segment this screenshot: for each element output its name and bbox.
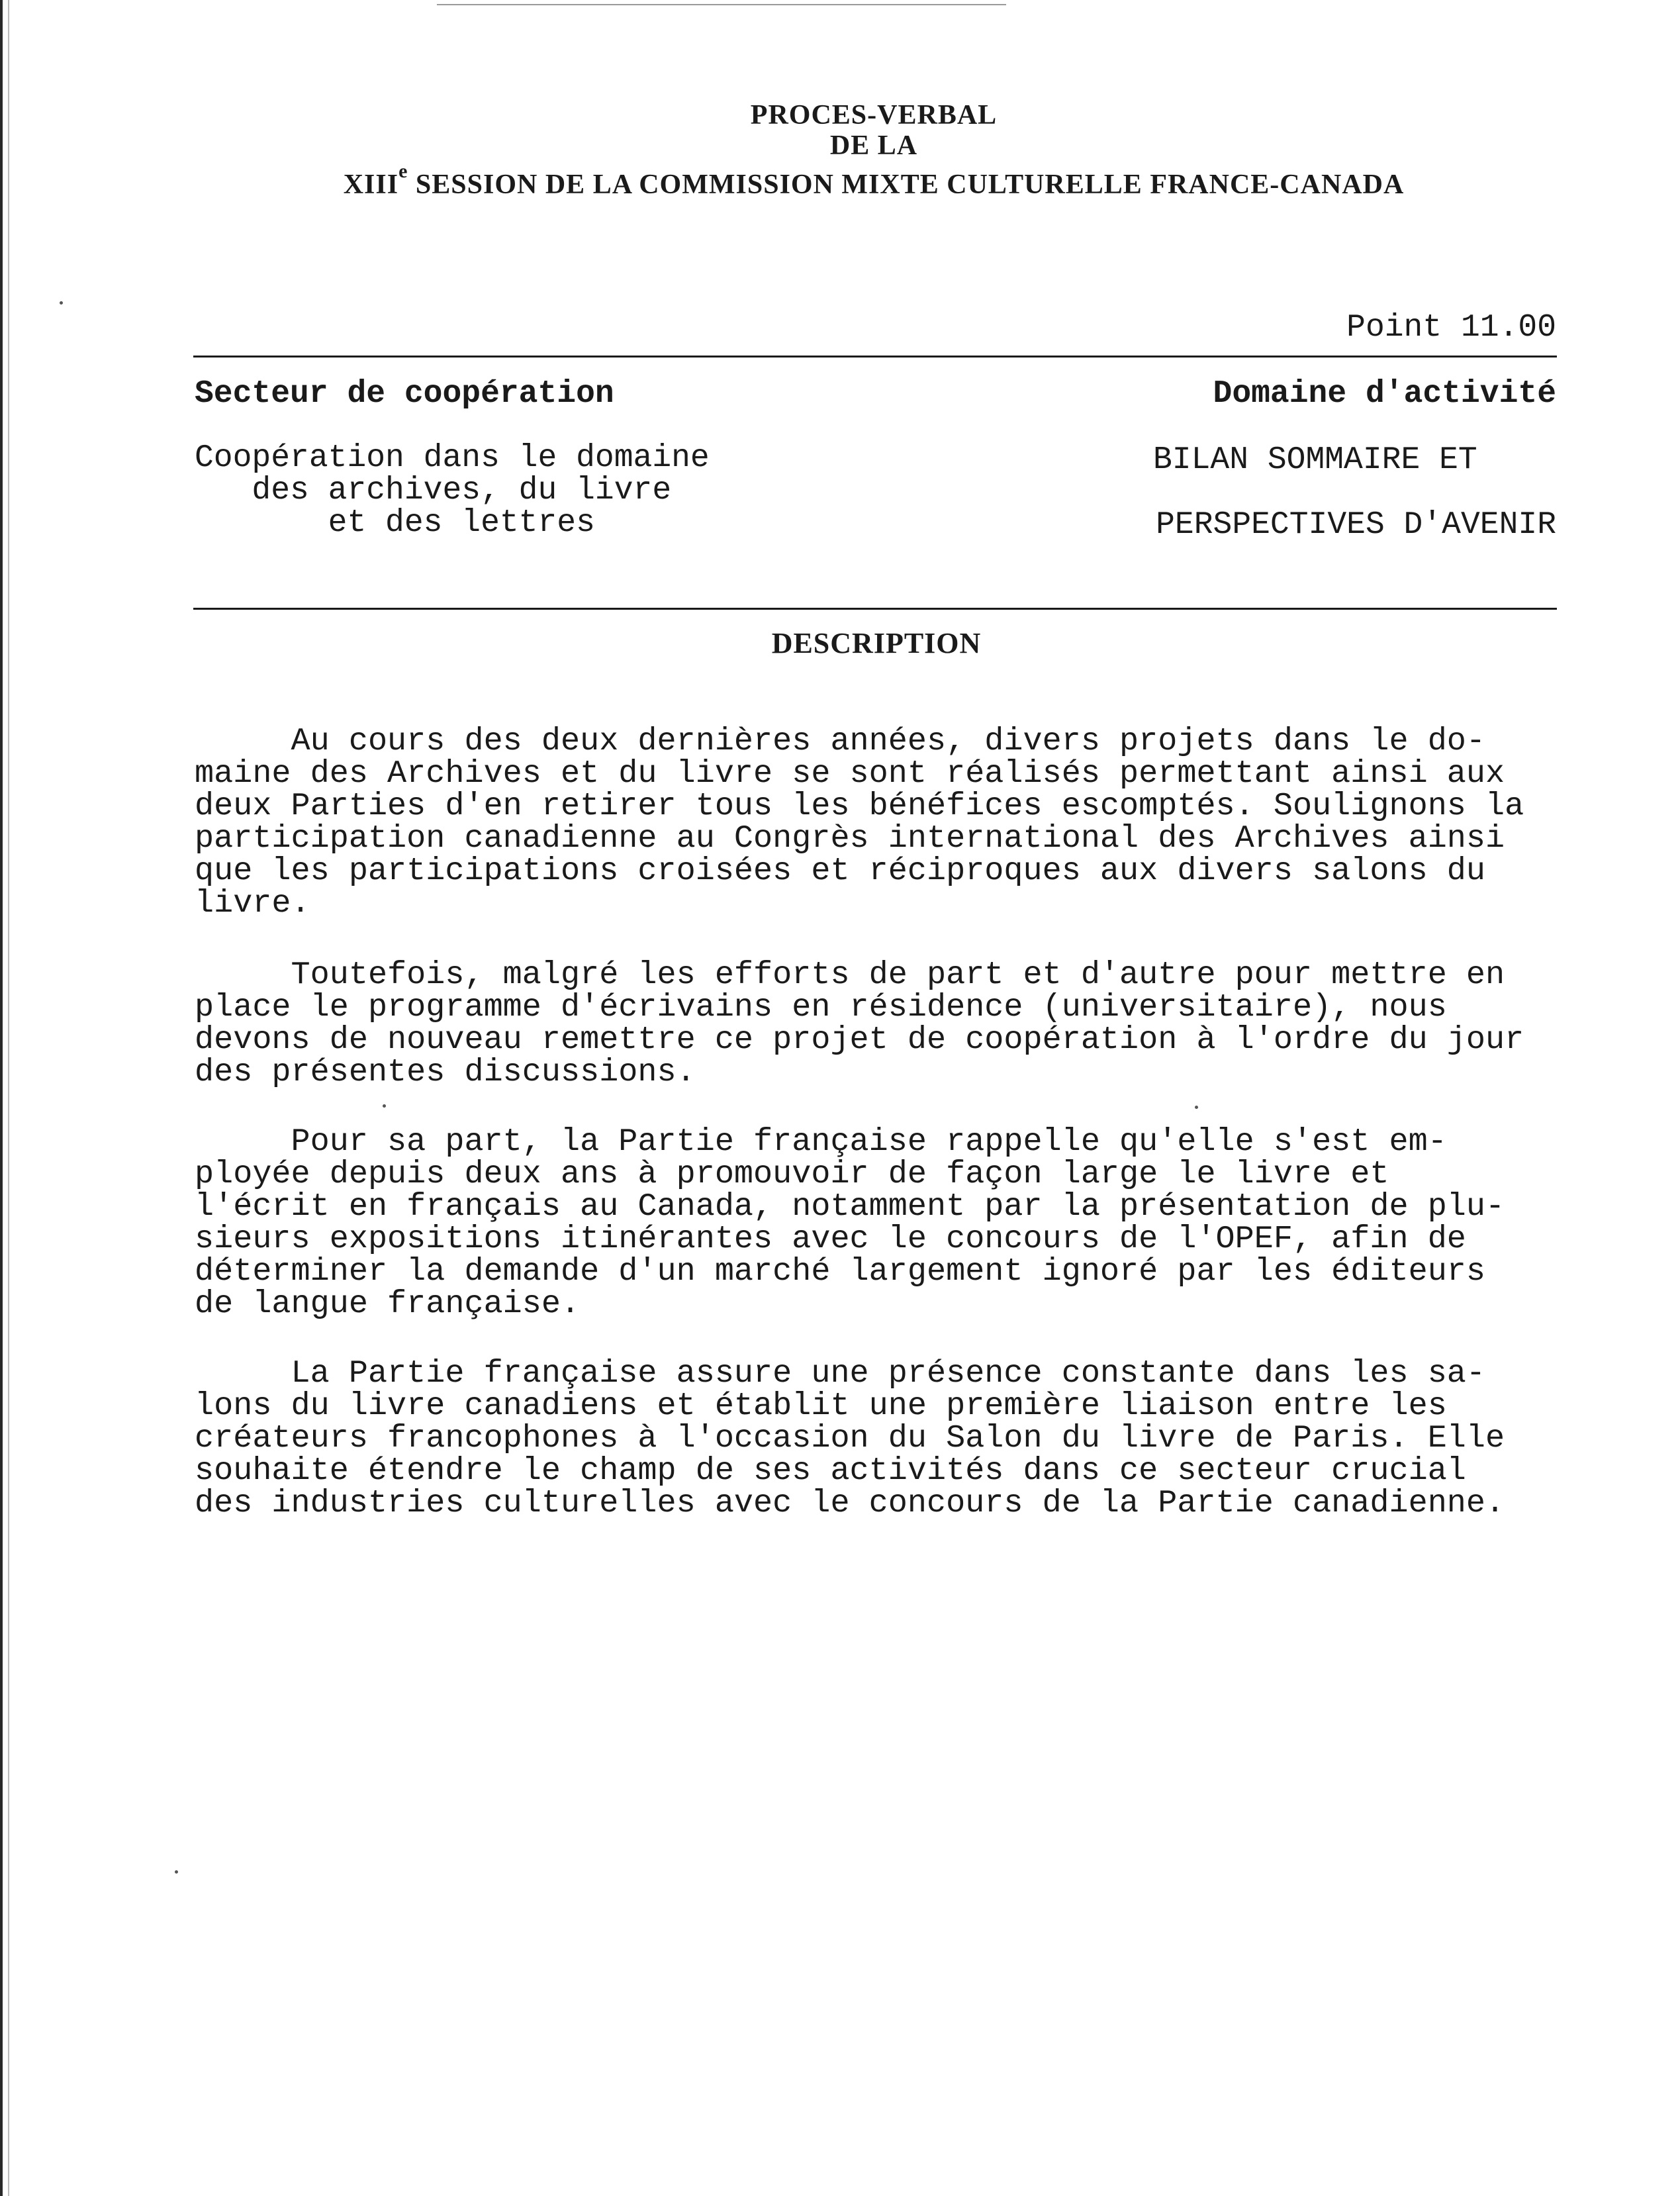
paragraph-line: livre.	[195, 885, 310, 922]
paragraph-2	[195, 959, 1591, 1088]
paragraph-line: maine des Archives et du livre se sont réalisés permettant ainsi aux	[195, 755, 1505, 792]
header-superscript: e	[398, 160, 408, 182]
scan-top-mark	[437, 4, 1006, 5]
paragraph-line: Au cours des deux dernières années, divers projets dans le do-	[195, 723, 1486, 759]
scan-border-inner	[8, 0, 9, 2196]
sector-line-1: Coopération dans le domaine	[195, 440, 710, 476]
paragraph-line: déterminer la demande d'un marché largement ignoré par les éditeurs	[195, 1253, 1486, 1290]
scan-speck	[383, 1104, 386, 1108]
paragraph-line: deux Parties d'en retirer tous les bénéfices escomptés. Soulignons la	[195, 788, 1524, 824]
paragraph-line: Toutefois, malgré les efforts de part et d'autre pour mettre en	[195, 957, 1505, 993]
point-label: Point 11.00	[1346, 310, 1556, 346]
paragraph-line: La Partie française assure une présence constante dans les sa-	[195, 1355, 1486, 1392]
domain-line-2: PERSPECTIVES D'AVENIR	[1156, 507, 1556, 543]
scan-speck	[60, 301, 63, 305]
rule-bottom	[193, 608, 1557, 610]
header-session-number: XIII	[343, 169, 399, 200]
scan-speck	[175, 1870, 178, 1874]
paragraph-4	[195, 1357, 1591, 1519]
sector-line-3: et des lettres	[195, 505, 595, 541]
paragraph-3	[195, 1125, 1591, 1320]
scan-speck	[1195, 1106, 1198, 1109]
paragraph-line: des industries culturelles avec le concours de la Partie canadienne.	[195, 1485, 1505, 1521]
paragraph-line: Pour sa part, la Partie française rappelle qu'elle s'est em-	[195, 1123, 1447, 1160]
header-line-3	[199, 160, 1549, 201]
paragraph-line: souhaite étendre le champ de ses activités dans ce secteur crucial	[195, 1453, 1466, 1489]
left-heading: Secteur de coopération	[195, 376, 614, 412]
header-line-2: DE LA	[829, 130, 918, 161]
section-title: DESCRIPTION	[771, 627, 982, 659]
sector-line-2: des archives, du livre	[195, 473, 672, 508]
paragraph-line: que les participations croisées et réciproques aux divers salons du	[195, 853, 1486, 889]
paragraph-line: place le programme d'écrivains en résidence (universitaire), nous	[195, 989, 1447, 1026]
paragraph-1	[195, 725, 1591, 920]
paragraph-line: participation canadienne au Congrès international des Archives ainsi	[195, 820, 1505, 857]
paragraph-line: l'écrit en français au Canada, notamment par la présentation de plu-	[195, 1188, 1505, 1225]
rule-top	[193, 356, 1557, 358]
paragraph-line: des présentes discussions.	[195, 1054, 696, 1090]
paragraph-line: ployée depuis deux ans à promouvoir de façon large le livre et	[195, 1156, 1389, 1192]
header-line-1: PROCES-VERBAL	[750, 100, 998, 130]
domain-line-1: BILAN SOMMAIRE ET	[1153, 442, 1477, 478]
paragraph-line: devons de nouveau remettre ce projet de coopération à l'ordre du jour	[195, 1022, 1524, 1058]
cooperation-sector	[195, 442, 710, 540]
scan-border	[0, 0, 3, 2196]
paragraph-line: lons du livre canadiens et établit une première liaison entre les	[195, 1388, 1447, 1424]
header-session-title: SESSION DE LA COMMISSION MIXTE CULTURELLE FRANCE-CANADA	[408, 169, 1405, 200]
paragraph-line: de langue française.	[195, 1286, 581, 1322]
paragraph-line: sieurs expositions itinérantes avec le concours de l'OPEF, afin de	[195, 1221, 1466, 1257]
right-heading: Domaine d'activité	[1213, 376, 1556, 412]
paragraph-line: créateurs francophones à l'occasion du Salon du livre de Paris. Elle	[195, 1420, 1505, 1456]
